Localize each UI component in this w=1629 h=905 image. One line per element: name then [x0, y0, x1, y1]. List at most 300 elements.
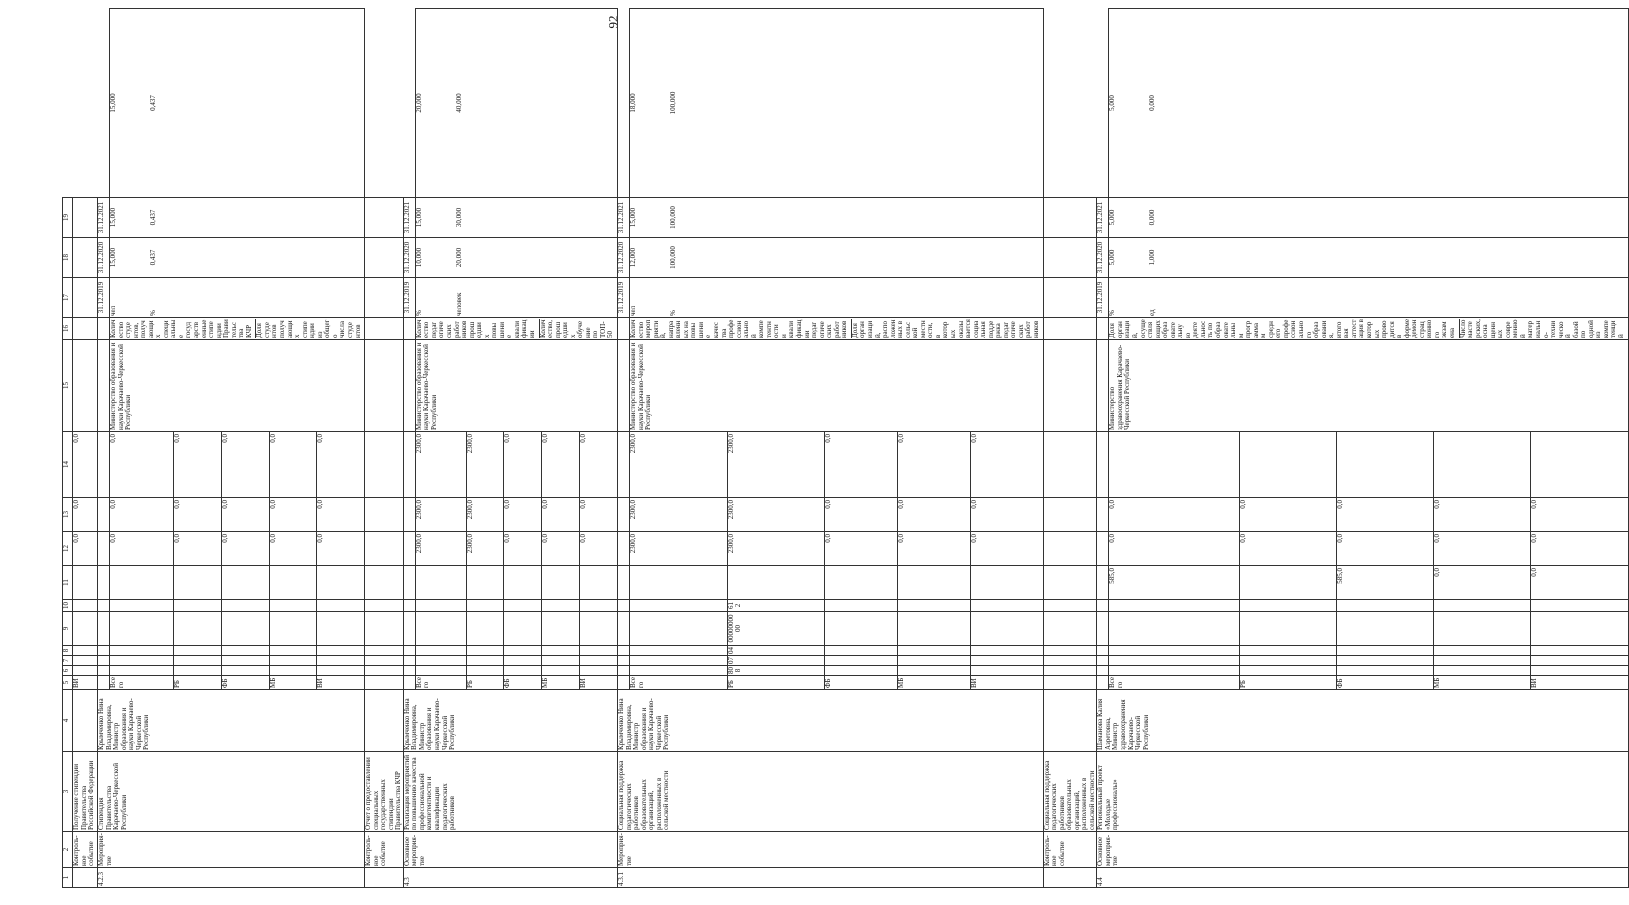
budget-code — [504, 656, 542, 666]
empty-cell — [1097, 498, 1109, 532]
budget-code — [1434, 600, 1531, 612]
amount: 0,0 — [1109, 532, 1239, 566]
empty-cell — [403, 612, 415, 646]
amount — [1239, 566, 1336, 600]
empty-cell — [1097, 600, 1109, 612]
amount: 2300,0 — [630, 432, 728, 498]
amount: 0,0 — [269, 432, 317, 498]
empty-cell — [1043, 278, 1097, 318]
amount: 0,0 — [1109, 498, 1239, 532]
indicator-values — [630, 238, 1044, 278]
amount: 2300,0 — [630, 532, 728, 566]
amount — [221, 566, 269, 600]
top-event-row — [73, 9, 98, 888]
row-name: Социальная поддержка педагогических работников образовательных организаций, расположенных в сельской местности — [618, 752, 1044, 832]
control-event-name: Социальная поддержка педагогических работников образовательных организаций, расположенных в сельской местности — [1043, 752, 1097, 832]
budget-code — [580, 656, 618, 666]
budget-code — [630, 612, 728, 646]
funding-source: ВИ — [1531, 676, 1628, 690]
budget-code — [221, 612, 269, 646]
amount — [727, 566, 825, 600]
empty-cell — [618, 340, 630, 432]
empty-cell — [618, 432, 630, 498]
year-label: 31.12.2019 — [403, 278, 415, 318]
indicator-values — [630, 9, 1044, 198]
empty-cell — [365, 656, 404, 666]
empty-cell — [1043, 566, 1097, 600]
amount: 0,0 — [221, 498, 269, 532]
budget-code — [269, 600, 317, 612]
amount — [1434, 432, 1531, 498]
empty-cell — [365, 198, 404, 238]
amount: 0,0 — [1531, 566, 1628, 600]
budget-code — [1434, 612, 1531, 646]
indicator-values — [415, 198, 617, 238]
amount: 0,0 — [174, 432, 222, 498]
row-name: Реализация мероприятий по повышению качества профессиональной компетентности и квалификации педагогических работников — [403, 752, 617, 832]
budget-code — [174, 666, 222, 676]
empty-cell — [403, 676, 415, 690]
amount — [73, 566, 98, 600]
empty-cell — [73, 198, 98, 238]
indicator-names — [415, 318, 617, 340]
amount: 0,0 — [970, 532, 1043, 566]
empty-cell — [365, 600, 404, 612]
executor: Министерство образования и науки Карачаево-Черкесской Республики — [415, 340, 617, 432]
budget-code: 04 — [727, 646, 825, 656]
budget-code — [1239, 656, 1336, 666]
amount: 0,0 — [1434, 532, 1531, 566]
amount: 0,0 — [825, 532, 898, 566]
event-type: Контроль-ное событие — [73, 832, 98, 868]
year-row — [1097, 9, 1109, 888]
empty-cell — [403, 666, 415, 676]
budget-code: 07 — [727, 656, 825, 666]
empty-cell — [98, 646, 110, 656]
amount: 0,0 — [542, 532, 580, 566]
column-number-12: 12 — [63, 532, 73, 566]
indicator-names — [630, 318, 1044, 340]
amount: 0,0 — [1239, 532, 1336, 566]
empty-cell — [403, 566, 415, 600]
empty-cell — [1097, 532, 1109, 566]
budget-code — [970, 612, 1043, 646]
budget-code — [1434, 656, 1531, 666]
amount: 0,0 — [73, 432, 98, 498]
funding-source: МБ — [1434, 676, 1531, 690]
budget-code — [174, 600, 222, 612]
funding-source: Всего — [415, 676, 466, 690]
budget-code — [466, 600, 504, 612]
indicator-value: 15,000 — [414, 207, 423, 228]
row-id: 4.3.1 — [618, 868, 1044, 888]
budget-code — [897, 600, 970, 612]
responsible-person: Крымченко Нина Владимировна, Министр образования и науки Карачаево-Черкесской Республики — [403, 690, 617, 752]
empty-cell — [1043, 198, 1097, 238]
year-label: 31.12.2019 — [618, 278, 630, 318]
amount — [630, 566, 728, 600]
budget-code — [73, 656, 98, 666]
column-number-2: 2 — [63, 832, 73, 868]
indicator-name: Доля организаций, расположенных в сельской местности, в которых оказывается социальная поддержка педагогических работников — [850, 319, 1040, 338]
indicator-name: Количество мероприятий, направленных на повышение качества профессиональной компетентности и квалификации педагогических работников — [630, 319, 852, 338]
amount: 2300,0 — [466, 498, 504, 532]
budget-code — [897, 646, 970, 656]
indicator-unit: чел — [629, 305, 637, 316]
indicator-unit: % — [414, 310, 423, 316]
funding-source: ФБ — [221, 676, 269, 690]
amount: 0,0 — [542, 498, 580, 532]
amount: 0,0 — [317, 432, 365, 498]
empty-cell — [618, 498, 630, 532]
indicator-unit: человек — [454, 292, 463, 316]
budget-code — [1336, 656, 1433, 666]
empty-cell — [618, 566, 630, 600]
budget-code — [466, 656, 504, 666]
indicator-value: 5,000 — [1108, 209, 1117, 226]
budget-code — [1239, 600, 1336, 612]
budget-code — [174, 656, 222, 666]
responsible-person: Шаманова Калия Азретовна, Министр здравоохранения Карачаево-Черкесской Республики — [1097, 690, 1628, 752]
budget-code — [269, 666, 317, 676]
funding-source: ВИ — [970, 676, 1043, 690]
indicator-name: Количество, прошедших обучение по ТОП-50 — [538, 319, 615, 338]
amount: 2300,0 — [415, 498, 466, 532]
empty-cell — [1097, 646, 1109, 656]
column-number-3: 3 — [63, 752, 73, 832]
indicator-value: 5,000 — [1108, 95, 1117, 111]
indicator-name: Количество студентов, получающих специальные государственные стипендии Правительства КЧР — [110, 319, 256, 338]
control-event-row — [1043, 9, 1097, 888]
budget-code — [825, 600, 898, 612]
budget-code — [1109, 600, 1239, 612]
amount: 0,0 — [73, 532, 98, 566]
funding-source: МБ — [269, 676, 317, 690]
budget-code — [1336, 646, 1433, 656]
funding-source: ФБ — [504, 676, 542, 690]
budget-code — [504, 666, 542, 676]
amount: 0,0 — [1531, 532, 1628, 566]
empty-cell — [1043, 238, 1097, 278]
budget-code: 808 — [727, 666, 825, 676]
amount: 0,0 — [269, 532, 317, 566]
amount: 0,0 — [174, 498, 222, 532]
indicator-units — [1109, 278, 1628, 318]
empty-cell — [98, 656, 110, 666]
amount — [897, 566, 970, 600]
amount — [269, 566, 317, 600]
amount: 0,0 — [580, 532, 618, 566]
amount: 0,0 — [174, 532, 222, 566]
budget-code — [466, 666, 504, 676]
empty-cell — [1097, 656, 1109, 666]
budget-code — [174, 646, 222, 656]
indicator-value: 15,000 — [109, 93, 117, 113]
empty-cell — [1043, 432, 1097, 498]
empty-cell — [98, 318, 110, 340]
budget-code — [580, 612, 618, 646]
row-type: Мероприя-тие — [98, 832, 365, 868]
indicator-value: 100,000 — [669, 246, 677, 269]
column-number-6: 6 — [63, 666, 73, 676]
year-label: 31.12.2021 — [98, 198, 110, 238]
budget-code — [73, 612, 98, 646]
budget-code — [825, 612, 898, 646]
indicator-name: Доля организаций, осуществляющих образовательную деятельность по образовательным программам среднего профессионального образования, итоговая аттестация в которых проводится в форме демонстрационного экзамена — [1109, 319, 1459, 338]
budget-code — [897, 656, 970, 666]
empty-cell — [365, 676, 404, 690]
empty-cell — [1043, 612, 1097, 646]
row-type: Мероприя-тие — [618, 832, 1044, 868]
year-label: 31.12.2021 — [1097, 198, 1109, 238]
empty-cell — [403, 600, 415, 612]
budget-code — [317, 612, 365, 646]
budget-code — [1531, 656, 1628, 666]
funding-source: Всего — [1109, 676, 1239, 690]
empty-cell — [1097, 318, 1109, 340]
amount — [825, 566, 898, 600]
amount — [580, 566, 618, 600]
budget-code — [221, 656, 269, 666]
budget-code — [73, 600, 98, 612]
executor: Министерство здравоохранения Карачаево-Черкесской Республики — [1109, 340, 1628, 432]
budget-code — [269, 612, 317, 646]
empty-cell — [365, 278, 404, 318]
budget-code — [1434, 666, 1531, 676]
budget-code — [110, 666, 174, 676]
amount: 2300,0 — [630, 498, 728, 532]
amount: 0,0 — [580, 498, 618, 532]
indicator-values — [415, 238, 617, 278]
amount: 0,0 — [825, 432, 898, 498]
funding-source: ФБ — [1336, 676, 1433, 690]
amount: 2300,0 — [727, 498, 825, 532]
empty-cell — [1097, 612, 1109, 646]
amount: 0,0 — [110, 432, 174, 498]
empty-cell — [403, 646, 415, 656]
empty-cell — [1097, 666, 1109, 676]
budget-code — [269, 656, 317, 666]
budget-code — [504, 646, 542, 656]
indicator-value: 5,000 — [1108, 249, 1117, 266]
indicator-name: Количество педагогических работников прошедших повышение квалификации — [416, 319, 540, 338]
empty-cell — [618, 666, 630, 676]
column-number-17: 17 — [63, 278, 73, 318]
indicator-value: 100,000 — [669, 91, 677, 115]
source: ВИ — [73, 676, 98, 690]
budget-code — [580, 646, 618, 656]
empty-cell — [365, 666, 404, 676]
amount: 0,0 — [1434, 566, 1531, 600]
empty-cell — [365, 498, 404, 532]
empty-cell — [98, 676, 110, 690]
budget-code — [542, 612, 580, 646]
empty-cell — [403, 432, 415, 498]
budget-code — [580, 666, 618, 676]
budget-code — [317, 646, 365, 656]
indicator-value: 0,437 — [149, 249, 157, 266]
empty-cell — [618, 656, 630, 666]
row-id — [1043, 868, 1097, 888]
empty-cell — [1043, 646, 1097, 656]
empty-cell — [618, 646, 630, 656]
budget-code — [1109, 612, 1239, 646]
indicator-value: 0,437 — [149, 209, 157, 226]
empty-cell — [365, 566, 404, 600]
indicator-name: Доля студентов получающих стипендии из общего числа студентов — [255, 319, 362, 338]
indicator-value: 20,000 — [454, 247, 463, 268]
amount: 0,0 — [221, 432, 269, 498]
amount: 0,0 — [110, 498, 174, 532]
year-label: 31.12.2021 — [403, 198, 415, 238]
empty-cell — [618, 612, 630, 646]
amount: 0,0 — [1336, 532, 1433, 566]
column-number-9: 9 — [63, 612, 73, 646]
year-row — [618, 9, 630, 888]
empty-cell — [1043, 676, 1097, 690]
budget-code — [897, 612, 970, 646]
budget-code — [466, 646, 504, 656]
row-id: 4.4 — [1097, 868, 1628, 888]
executor: Министерство образования и науки Карачаево-Черкесской Республики — [110, 340, 365, 432]
amount — [504, 566, 542, 600]
column-number-13: 13 — [63, 498, 73, 532]
empty-cell — [1097, 676, 1109, 690]
row-id — [73, 868, 98, 888]
amount — [1336, 432, 1433, 498]
year-label: 31.12.2020 — [1097, 238, 1109, 278]
budget-code — [630, 646, 728, 656]
year-label: 31.12.2019 — [1097, 278, 1109, 318]
amount: 0,0 — [504, 498, 542, 532]
column-number-15: 15 — [63, 340, 73, 432]
budget-code — [110, 656, 174, 666]
row-name: Региональный проект «Молодые профессионалы» — [1097, 752, 1628, 832]
year-label: 31.12.2020 — [618, 238, 630, 278]
indicator-value: 40,000 — [454, 93, 463, 113]
indicator-value: 12,000 — [629, 247, 637, 268]
budget-code — [825, 656, 898, 666]
funding-source: РБ — [1239, 676, 1336, 690]
budget-code — [970, 600, 1043, 612]
budget-code — [1109, 656, 1239, 666]
page-number: 92 — [605, 15, 621, 29]
amount: 2300,0 — [466, 432, 504, 498]
empty-cell — [98, 340, 110, 432]
column-number-11: 11 — [63, 566, 73, 600]
indicator-values — [415, 9, 617, 198]
amount: 0,0 — [269, 498, 317, 532]
amount: 0,0 — [1434, 498, 1531, 532]
indicator-value: 1,000 — [1148, 249, 1157, 266]
empty-cell — [1097, 566, 1109, 600]
indicator-names — [1109, 318, 1628, 340]
indicator-value: 0,437 — [149, 95, 157, 111]
amount — [542, 566, 580, 600]
budget-code — [415, 656, 466, 666]
empty-cell — [403, 656, 415, 666]
column-number-16: 16 — [63, 318, 73, 340]
indicator-unit: % — [1108, 310, 1117, 316]
indicator-name: Число мастерских, оснащенных современной материально-технической базой по одной из компетенций — [1458, 318, 1625, 338]
year-row — [98, 9, 110, 888]
funding-source: Всего — [630, 676, 728, 690]
empty-cell — [618, 676, 630, 690]
budget-code — [1239, 666, 1336, 676]
amount — [466, 566, 504, 600]
funding-source: МБ — [897, 676, 970, 690]
funding-source: ВИ — [317, 676, 365, 690]
column-number-5: 5 — [63, 676, 73, 690]
empty-cell — [1043, 690, 1097, 752]
funding-source: МБ — [542, 676, 580, 690]
budget-code — [542, 656, 580, 666]
budget-code — [221, 600, 269, 612]
budget-code — [1434, 646, 1531, 656]
amount: 0,0 — [542, 432, 580, 498]
amount — [1239, 432, 1336, 498]
empty-cell — [618, 532, 630, 566]
year-label: 31.12.2019 — [98, 278, 110, 318]
budget-code — [415, 646, 466, 656]
indicator-units — [110, 278, 365, 318]
amount: 0,0 — [970, 498, 1043, 532]
empty-cell — [1043, 600, 1097, 612]
budget-code — [1109, 666, 1239, 676]
indicator-value: 30,000 — [454, 207, 463, 228]
budget-code — [1531, 600, 1628, 612]
empty-cell — [73, 238, 98, 278]
amount: 585,0 — [1109, 566, 1239, 600]
indicator-values — [110, 198, 365, 238]
indicator-units — [415, 278, 617, 318]
amount: 0,0 — [897, 498, 970, 532]
column-number-8: 8 — [63, 646, 73, 656]
amount — [317, 566, 365, 600]
column-number-18: 18 — [63, 238, 73, 278]
empty-cell — [1043, 666, 1097, 676]
indicator-value: 15,000 — [109, 207, 117, 228]
row-id: 4.3 — [403, 868, 617, 888]
empty-cell — [1043, 318, 1097, 340]
amount: 0,0 — [317, 498, 365, 532]
indicator-values — [1109, 198, 1628, 238]
control-event-row — [365, 9, 404, 888]
budget-code — [73, 646, 98, 656]
amount: 0,0 — [580, 432, 618, 498]
amount — [174, 566, 222, 600]
amount: 0,0 — [897, 532, 970, 566]
budget-code — [542, 666, 580, 676]
amount: 2300,0 — [466, 532, 504, 566]
amount: 0,0 — [221, 532, 269, 566]
budget-code — [415, 600, 466, 612]
budget-code — [269, 646, 317, 656]
empty-cell — [98, 666, 110, 676]
header-row — [63, 9, 73, 888]
funding-source: РБ — [466, 676, 504, 690]
budget-code — [504, 600, 542, 612]
budget-code — [630, 600, 728, 612]
budget-code: 0000000000 — [727, 612, 825, 646]
indicator-values — [1109, 9, 1628, 198]
executor: Министерство образования и науки Карачаево-Черкесской Республики — [630, 340, 1044, 432]
year-label: 31.12.2020 — [403, 238, 415, 278]
amount: 2300,0 — [727, 532, 825, 566]
empty-cell — [1043, 340, 1097, 432]
budget-code — [317, 600, 365, 612]
amount: 0,0 — [825, 498, 898, 532]
